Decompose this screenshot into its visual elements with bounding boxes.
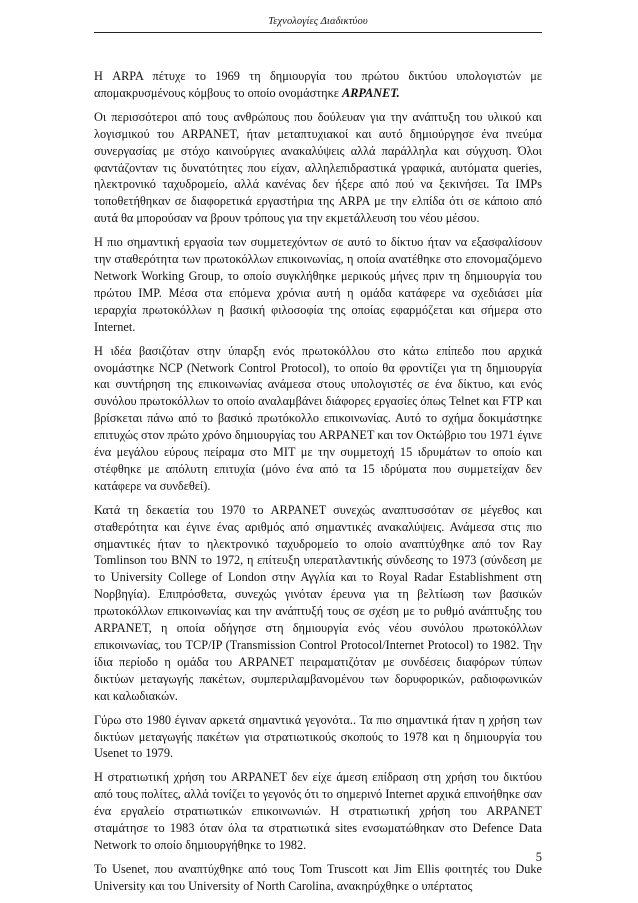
paragraph-military-use: Η στρατιωτική χρήση του ARPANET δεν είχε άμεση επίδραση στη χρήση του δικτύου από τους πολίτες, αλλά τονίζει το γεγονός ότι το σημερινό Internet αρχικά επινοήθηκε σαν ένα εργαλείο στρατιωτικών επικοινωνιών. Η στρατιωτική χρήση του ARPANET σταμάτησε το 1983 όταν όλα τα στρατιωτικά sites ενσωματώθηκαν στο Defence Data Network το οποίο δημιουργήθηκε το 1982. [94,770,542,852]
paragraph-network-working-group: Η πιο σημαντική εργασία των συμμετεχόντων σε αυτό το δίκτυο ήταν να εξασφαλίσουν την σταθερότητα των πρωτοκόλλων επικοινωνίας, η οποία ανατέθηκε στο επονομαζόμενο Network Working Group, το οποίο συγκλήθηκε μερικούς μήνες πριν τη δημιουργία του πρώτου IMP. Μέσα στα επόμενα χρόνια αυτή η ομάδα κατάφερε να σχεδιάσει μία ιεραρχία πρωτοκόλλων η βασική φιλοσοφία της οποίας εφαρμόζεται και σήμερα στο Internet. [94,235,542,334]
paragraph-1970s: Κατά τη δεκαετία του 1970 το ARPANET συνεχώς αναπτυσσόταν σε μέγεθος και σταθερότητα και έγινε ένας αριθμός από σημαντικές ανακαλύψεις. Ανάμεσα στις πιο σημαντικές ήταν το ηλεκτρονικό ταχυδρομείο το οποίο αναπτύχθηκε από τον Ray Tomlinson του BNN το 1972, η επίτευξη υπερατλαντικής σύνδεσης το 1973 (σύνδεση με το University College of London στην Αγγλία και το Royal Radar Establishment στη Νορβηγία). Επιπρόσθετα, συνεχώς γινόταν έρευνα για τη βελτίωση των βασικών πρωτοκόλλων επικοινωνίας και την ανάπτυξή τους σε σχέση με το ρυθμό ανάπτυξης του ARPANET, η οποία οδήγησε στη δημιουργία ενός νέου συνόλου πρωτοκόλλων επικοινωνίας, του TCP/IP (Transmission Control Protocol/Internet Protocol) το 1982. Την ίδια περίοδο η ομάδα του ARPANET πειραματιζόταν με συνδέσεις διαφόρων τύπων δικτύων μεταγωγής πακέτων, συμπεριλαμβανομένου των δορυφορικών, ραδιοφωνικών και καλωδιακών. [94,502,542,703]
document-body [94,68,542,902]
header-title: Τεχνολογίες Διαδικτύου [268,16,368,27]
paragraph-developers: Οι περισσότεροι από τους ανθρώπους που δούλευαν για την ανάπτυξη του υλικού και λογισμικού του ARPANET, ήταν μεταπτυχιακοί και αυτό δημιούργησε ένα πνεύμα συνεργασίας με στόχο καινούργιες ανακαλύψεις αλλά παράλληλα και σύγχυση. Όλοι φαντάζονταν τις δυνατότητες που είχαν, αλληλεπιδραστικά γραφικά, αυτόματα queries, ηλεκτρονικό ταχυδρομείο, αλλά κανένας δεν ήξερε από πού να ξεκινήσει. Τα IMPs τοποθετήθηκαν σε διαφορετικά εργαστήρια της ARPA με την ελπίδα ότι σε κάποιο από αυτά θα μπορούσαν να βρουν τρόπους για την εκμετάλλευση του νέου μέσου. [94,109,542,226]
emphasized-term: ARPANET. [342,85,400,100]
page-header [94,10,542,33]
paragraph-text: Η ARPA πέτυχε το 1969 τη δημιουργία του πρώτου δικτύου υπολογιστών με απομακρυσμένους κόμβους το οποίο ονομάστηκε [94,69,542,100]
paragraph-usenet: Το Usenet, που αναπτύχθηκε από τους Tom Truscott και Jim Ellis φοιτητές του Duke University και του University of North Carolina, ανακηρύχθηκε ο υπέρτατος [94,861,542,893]
paragraph-arpanet-intro [94,68,542,102]
paragraph-ncp: Η ιδέα βασιζόταν στην ύπαρξη ενός πρωτοκόλλου στο κάτω επίπεδο που αρχικά ονομάστηκε NCP (Network Control Protocol), το οποίο θα φροντίζει για τη δημιουργία και συντήρηση της επικοινωνίας ανάμεσα στους υπολογιστές σε ένα δίκτυο, και ενός συνόλου πρωτοκόλλων το οποίο αναλαμβάνει διάφορες εργασίες όπως Telnet και FTP και βρίσκεται πάνω από το βασικό πρωτόκολλο επικοινωνίας. Αυτό το σχήμα δοκιμάστηκε επιτυχώς στον πρώτο χρόνο δημιουργίας του ARPANET και τον Οκτώβριο του 1971 έγινε ένα μεγάλου εύρους πείραμα στο MIT με την συμμετοχή 15 ιδρυμάτων το οποίο και στέφθηκε με απόλυτη επιτυχία (μόνο ένα από τα 15 ιδρύματα που συμμετείχαν δεν κατάφερε να συνδεθεί). [94,343,542,493]
paragraph-1980: Γύρω στο 1980 έγιναν αρκετά σημαντικά γεγονότα.. Τα πιο σημαντικά ήταν η χρήση των δικτύων μεταγωγής πακέτων για στρατιωτικούς σκοπούς το 1978 και η δημιουργία του Usenet το 1979. [94,712,542,761]
page-number: 5 [535,850,542,864]
